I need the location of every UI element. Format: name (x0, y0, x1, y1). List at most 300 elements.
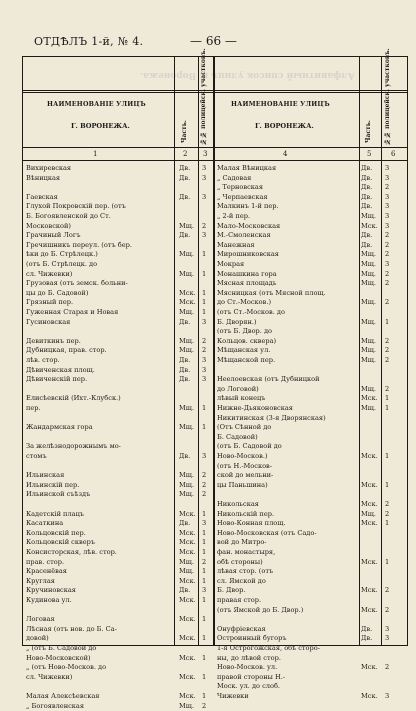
table-row (217, 595, 407, 605)
part-cell: Мщ. (361, 346, 376, 355)
street-name: Кольцовскій пер. (26, 528, 86, 537)
table-row (26, 413, 212, 423)
part-cell: Дв. (361, 624, 373, 633)
precinct-cell: 3 (202, 586, 207, 595)
street-name: Никольская (217, 500, 259, 508)
street-name: Мѣщанской пер. (217, 356, 276, 364)
street-name: Моск. ул. до слоб. (217, 682, 281, 691)
street-name: лѣвый конецъ (217, 394, 266, 403)
street-name: Мало-Московская (217, 221, 281, 230)
precinct-cell: 3 (202, 375, 207, 384)
precinct-cell: 2 (385, 509, 390, 518)
table-row (26, 480, 212, 490)
street-name: довой) (26, 634, 49, 643)
part-cell: Мщ. (179, 567, 194, 576)
precinct-cell: 1 (202, 653, 207, 662)
part-cell: Мск. (179, 538, 196, 547)
street-name: пер. (26, 404, 41, 412)
precinct-cell: 1 (202, 269, 207, 278)
street-name: 1-я Острогожская, обѣ сторо- (217, 644, 320, 652)
rule-header-bottom (23, 147, 407, 148)
street-name: Ильинской съѣздъ (26, 490, 91, 499)
city-label-right: Г. ВОРОНЕЖА. (255, 122, 314, 130)
table-row (26, 307, 212, 317)
street-name: Малая Вѣницкая (217, 164, 277, 172)
precinct-cell: 3 (385, 260, 390, 268)
table-row (217, 518, 407, 528)
street-name: стомъ (26, 452, 47, 460)
part-cell: Мск. (361, 452, 378, 460)
table-row (26, 240, 212, 250)
column-number-3: 3 (203, 150, 208, 158)
street-name: обѣ стороны) (217, 557, 263, 566)
precinct-cell: 1 (385, 452, 390, 460)
street-name: „ (отъ Б. Садовой до (26, 644, 97, 652)
table-row (26, 278, 212, 288)
table-row (217, 480, 407, 490)
precinct-cell: 2 (385, 279, 390, 288)
precinct-cell: 2 (385, 346, 390, 355)
table-row (217, 201, 407, 211)
street-name: Ново-Конная площ. (217, 519, 286, 528)
table-row (217, 336, 407, 346)
street-name: Кольцовскій скверъ (26, 538, 96, 547)
street-name: Вѣницкая (26, 173, 61, 182)
precinct-cell: 1 (202, 538, 207, 547)
precinct-cell: 3 (385, 692, 390, 700)
table-row (26, 595, 212, 605)
precinct-cell: 1 (202, 596, 207, 604)
part-cell: Мщ. (179, 250, 194, 259)
table-row (217, 365, 407, 375)
part-cell: Мск. (179, 672, 196, 681)
street-name: „ Черпаевская (217, 192, 268, 201)
street-name: Дѣвиченская площ. (26, 365, 95, 374)
part-cell: Дв. (361, 173, 373, 182)
table-row (26, 518, 212, 528)
precinct-cell: 1 (202, 308, 207, 316)
street-name: Кудинова ул. (26, 596, 72, 604)
precinct-cell: 2 (202, 557, 207, 566)
precinct-cell: 3 (385, 202, 390, 211)
street-name: Кручиновская (26, 586, 76, 595)
part-cell: Мск. (179, 596, 196, 604)
part-cell: Дв. (361, 183, 373, 192)
column-number-6: 6 (391, 150, 396, 158)
uch-header-left: №№ полицейск. участковъ. (200, 48, 207, 145)
precinct-cell: 2 (385, 605, 390, 614)
street-name: (отъ Б. Двор. до (217, 327, 273, 336)
street-name: ны, до лѣвой стор. (217, 653, 281, 662)
street-name: ѣки до Б. Стрѣлецк.) (26, 250, 98, 259)
table-row (217, 393, 407, 403)
table-row (217, 403, 407, 413)
section-label: ОТДѢЛЪ 1-й, № 4. (34, 35, 144, 48)
table-row (217, 288, 407, 298)
street-name: сл. Чижевки) (26, 269, 73, 278)
column-number-1: 1 (93, 150, 98, 158)
part-cell: Мск. (179, 509, 196, 518)
part-cell: Мщ. (361, 404, 376, 412)
street-name: Дубницкая, прав. стор. (26, 346, 107, 355)
part-cell: Мщ. (361, 212, 376, 220)
part-cell: Мщ. (179, 701, 194, 710)
street-name: (отъ Ямской до Б. Двор.) (217, 605, 304, 614)
table-row (217, 605, 407, 615)
precinct-cell: 1 (385, 317, 390, 326)
precinct-cell: 3 (385, 192, 390, 201)
part-cell: Мск. (179, 692, 196, 700)
city-label-left: Г. ВОРОНЕЖА. (71, 122, 130, 130)
street-name: Грязный пер. (26, 298, 74, 307)
part-cell: Дв. (179, 586, 191, 595)
part-cell: Мск. (361, 586, 378, 595)
part-cell: Дв. (179, 452, 191, 460)
street-name: „ Терновская (217, 183, 264, 192)
street-name: „ 2-й пер. (217, 212, 251, 220)
table-row (26, 221, 212, 231)
part-cell: Дв. (361, 202, 373, 211)
precinct-cell: 2 (385, 231, 390, 240)
street-name: Логовая (26, 615, 55, 624)
part-cell: Мск. (361, 500, 378, 508)
table-row (26, 182, 212, 192)
uch-header-right: №№ полицейск. участковъ. (384, 48, 391, 145)
street-name: Манежная (217, 240, 255, 249)
table-row (217, 451, 407, 461)
precinct-cell: 3 (202, 173, 207, 182)
part-cell: Мщ. (179, 336, 194, 345)
table-row (217, 509, 407, 519)
table-row (26, 163, 212, 173)
table-row (217, 249, 407, 259)
rule-header-top (23, 90, 407, 93)
table-row (217, 326, 407, 336)
street-name: Мясная площадь (217, 279, 277, 288)
table-row (217, 470, 407, 480)
street-name: лѣвая стор. (отъ (217, 567, 274, 576)
precinct-cell: 1 (202, 548, 207, 556)
part-cell: Мск. (361, 557, 378, 566)
precinct-cell: 3 (202, 452, 207, 460)
street-name: ской до мельни- (217, 471, 274, 480)
part-cell: Мск. (361, 519, 378, 528)
street-name: Чижевки (217, 692, 249, 700)
precinct-cell: 3 (202, 519, 207, 528)
table-row (217, 211, 407, 221)
table-row (217, 278, 407, 288)
street-name: Мирошниковская (217, 250, 279, 259)
precinct-cell: 3 (202, 231, 207, 240)
part-cell: Мщ. (361, 336, 376, 345)
table-row (26, 336, 212, 346)
street-name: Ильинскій пер. (26, 480, 80, 489)
street-name: цы Паньшина) (217, 480, 268, 489)
page-number: — 66 — (190, 34, 237, 48)
street-name: Московской) (26, 221, 71, 230)
table-row (26, 470, 212, 480)
table-row (26, 365, 212, 375)
street-name: сл. Чижевки) (26, 672, 73, 681)
precinct-cell: 3 (385, 173, 390, 182)
precinct-cell: 1 (202, 250, 207, 259)
table-row (26, 624, 212, 634)
street-name: Монашкина гора (217, 269, 277, 278)
table-row (217, 537, 407, 547)
column-number-2: 2 (183, 150, 188, 158)
street-name: Красенёвая (26, 567, 67, 576)
part-cell: Мщ. (179, 346, 194, 355)
part-cell: Дв. (361, 634, 373, 643)
street-name: Никольскій пер. (217, 509, 275, 518)
street-name: За желѣзнодорожнымъ мо- (26, 442, 121, 451)
street-name: Дѣвиченскій пер. (26, 375, 88, 384)
table-row (26, 585, 212, 595)
table-row (26, 461, 212, 471)
part-cell: Дв. (179, 231, 191, 240)
street-name: Вихиревская (26, 164, 72, 172)
part-cell: Дв. (179, 519, 191, 528)
bleed-through-text: Алфавитный список улицъ г. Воронежа. (140, 70, 355, 80)
part-cell: Мщ. (179, 557, 194, 566)
street-name: Гусиновская (26, 317, 71, 326)
part-cell: Мщ. (179, 471, 194, 480)
street-name: Малкинъ 1-й пер. (217, 202, 279, 211)
part-cell: Дв. (179, 317, 191, 326)
table-row (26, 393, 212, 403)
precinct-cell: 2 (202, 346, 207, 355)
precinct-cell: 2 (202, 336, 207, 345)
precinct-cell: 1 (385, 480, 390, 489)
precinct-cell: 2 (385, 183, 390, 192)
precinct-cell: 3 (385, 212, 390, 220)
precinct-cell: 2 (385, 298, 390, 307)
table-row (26, 643, 212, 653)
street-name: Б. Садовой) (217, 432, 258, 441)
table-row (26, 326, 212, 336)
precinct-cell: 3 (202, 164, 207, 172)
street-name: до Логовой) (217, 384, 259, 393)
precinct-cell: 2 (385, 336, 390, 345)
table-row (217, 173, 407, 183)
part-cell: Мск. (179, 298, 196, 307)
part-cell: Дв. (361, 164, 373, 172)
table-row (26, 269, 212, 279)
street-name: Грузовая (отъ земск. больни- (26, 279, 128, 288)
part-cell: Мск. (179, 548, 196, 556)
rule-middle (213, 57, 215, 645)
table-row (26, 691, 212, 701)
street-name: правой стороны Н.- (217, 672, 286, 681)
part-cell: Мщ. (361, 298, 376, 307)
part-cell: Мск. (179, 528, 196, 537)
table-row (26, 355, 212, 365)
table-row (217, 355, 407, 365)
table-row (26, 614, 212, 624)
street-name: Б. Дворян.) (217, 317, 257, 326)
part-cell: Мск. (179, 576, 196, 585)
part-cell: Дв. (361, 231, 373, 240)
part-cell: Мск. (179, 634, 196, 643)
street-name: Жандармская гора (26, 423, 93, 432)
table-row (26, 230, 212, 240)
street-name: Ильинская (26, 471, 65, 480)
part-cell: Мск. (361, 394, 378, 403)
table-row (217, 528, 407, 538)
table-row (26, 259, 212, 269)
street-name: Гречишникъ переул. (отъ бер. (26, 240, 132, 249)
precinct-cell: 3 (385, 221, 390, 230)
table-row (217, 566, 407, 576)
streets-table (22, 48, 408, 710)
part-cell: Дв. (179, 192, 191, 201)
part-cell: Мск. (179, 288, 196, 297)
street-name: лѣв. стор. (26, 356, 60, 364)
street-name: Елисѣевскій (Ихт.-Клубск.) (26, 394, 121, 403)
column-title-left: НАИМЕНОВАНІЕ УЛИЦЪ (47, 101, 146, 108)
street-name: Круглая (26, 576, 55, 585)
precinct-cell: 3 (202, 317, 207, 326)
column-number-4: 4 (283, 150, 288, 158)
street-name: Кадетскій плацъ (26, 509, 85, 518)
precinct-cell: 1 (202, 298, 207, 307)
running-header (0, 34, 416, 50)
street-name: сл. Ямской до (217, 576, 266, 585)
table-row (217, 489, 407, 499)
part-cell: Мщ. (179, 480, 194, 489)
part-cell: Мщ. (179, 404, 194, 412)
street-name: Нижне-Дьяконовская (217, 404, 293, 412)
street-name: Глухой Покровскій пер. (отъ (26, 202, 126, 211)
table-row (26, 547, 212, 557)
table-row (26, 672, 212, 682)
street-name: Никитинская (3-я Дворянская) (217, 413, 326, 422)
precinct-cell: 2 (385, 663, 390, 672)
street-name: М.-Смоленская (217, 231, 271, 240)
precinct-cell: 1 (202, 615, 207, 624)
street-name: „ Садовая (217, 173, 252, 182)
street-name: Б. Двор. (217, 586, 246, 595)
part-header-left: Часть. (181, 120, 188, 143)
table-row (26, 173, 212, 183)
table-row (26, 653, 212, 663)
street-name: Грачиный Логъ (26, 231, 81, 240)
part-cell: Мщ. (361, 509, 376, 518)
part-cell: Дв. (179, 164, 191, 172)
street-name: Мѣщанская ул. (217, 346, 271, 355)
precinct-cell: 2 (385, 250, 390, 259)
precinct-cell: 1 (385, 394, 390, 403)
street-name: Неелоевская (отъ Дубницкой (217, 375, 320, 384)
table-row (217, 547, 407, 557)
table-row (26, 576, 212, 586)
table-row (217, 633, 407, 643)
part-cell: Мщ. (361, 317, 376, 326)
table-row (217, 182, 407, 192)
part-header-right: Часть. (365, 120, 372, 143)
part-cell: Мск. (361, 221, 378, 230)
precinct-cell: 3 (385, 624, 390, 633)
part-cell: Мск. (361, 605, 378, 614)
table-row (217, 221, 407, 231)
table-row (26, 211, 212, 221)
street-name: Мясницкая (отъ Мясной площ. (217, 288, 326, 297)
table-row (26, 499, 212, 509)
part-cell: Мщ. (179, 423, 194, 432)
table-row (26, 192, 212, 202)
part-cell: Мск. (179, 653, 196, 662)
table-row (26, 432, 212, 442)
precinct-cell: 1 (202, 576, 207, 585)
table-row (217, 269, 407, 279)
table-row (26, 557, 212, 567)
precinct-cell: 2 (202, 701, 207, 710)
part-cell: Мщ. (361, 269, 376, 278)
table-row (217, 653, 407, 663)
table-row (26, 345, 212, 355)
table-row (217, 384, 407, 394)
table-row (217, 374, 407, 384)
table-row (217, 499, 407, 509)
table-row (217, 422, 407, 432)
street-name: (отъ Б. Стрѣлецк. до (26, 260, 98, 268)
street-name: Онуфріевская (217, 624, 266, 633)
street-name: Ново-Московская (отъ Садо- (217, 528, 317, 537)
table-row (217, 576, 407, 586)
table-row (217, 413, 407, 423)
street-name: прав. стор. (26, 557, 65, 566)
precinct-cell: 1 (202, 404, 207, 412)
part-cell: Мщ. (361, 260, 376, 268)
precinct-cell: 2 (385, 269, 390, 278)
precinct-cell: 2 (202, 490, 207, 499)
table-row (26, 403, 212, 413)
precinct-cell: 1 (385, 557, 390, 566)
table-row (217, 643, 407, 653)
table-row (26, 201, 212, 211)
table-row (217, 432, 407, 442)
street-name: Б. Богоявленской до Ст. (26, 212, 111, 220)
table-row (26, 566, 212, 576)
part-cell: Мщ. (179, 221, 194, 230)
precinct-cell: 1 (202, 528, 207, 537)
table-row (217, 585, 407, 595)
table-row (217, 317, 407, 327)
street-name: Касаткина (26, 519, 64, 528)
street-name: Малая Алексѣевская (26, 692, 100, 700)
precinct-cell: 1 (202, 509, 207, 518)
precinct-cell: 2 (385, 356, 390, 364)
street-name: (отъ Ст.-Москов. до (217, 308, 285, 316)
table-row (217, 297, 407, 307)
street-name: Консисторская, лѣв. стор. (26, 548, 117, 556)
table-row (217, 230, 407, 240)
table-row (26, 681, 212, 691)
street-name: Остроинный бугоръ (217, 634, 287, 643)
precinct-cell: 1 (202, 692, 207, 700)
part-cell: Дв. (361, 240, 373, 249)
rule-colnums (23, 160, 407, 161)
street-name: вой до Митро- (217, 538, 267, 547)
table-row (26, 451, 212, 461)
precinct-cell: 3 (202, 356, 207, 364)
part-cell: Мщ. (361, 279, 376, 288)
table-row (217, 557, 407, 567)
part-cell: Мщ. (179, 490, 194, 499)
precinct-cell: 1 (202, 567, 207, 576)
street-name: правая стор. (217, 596, 262, 604)
part-cell: Мск. (361, 692, 378, 700)
